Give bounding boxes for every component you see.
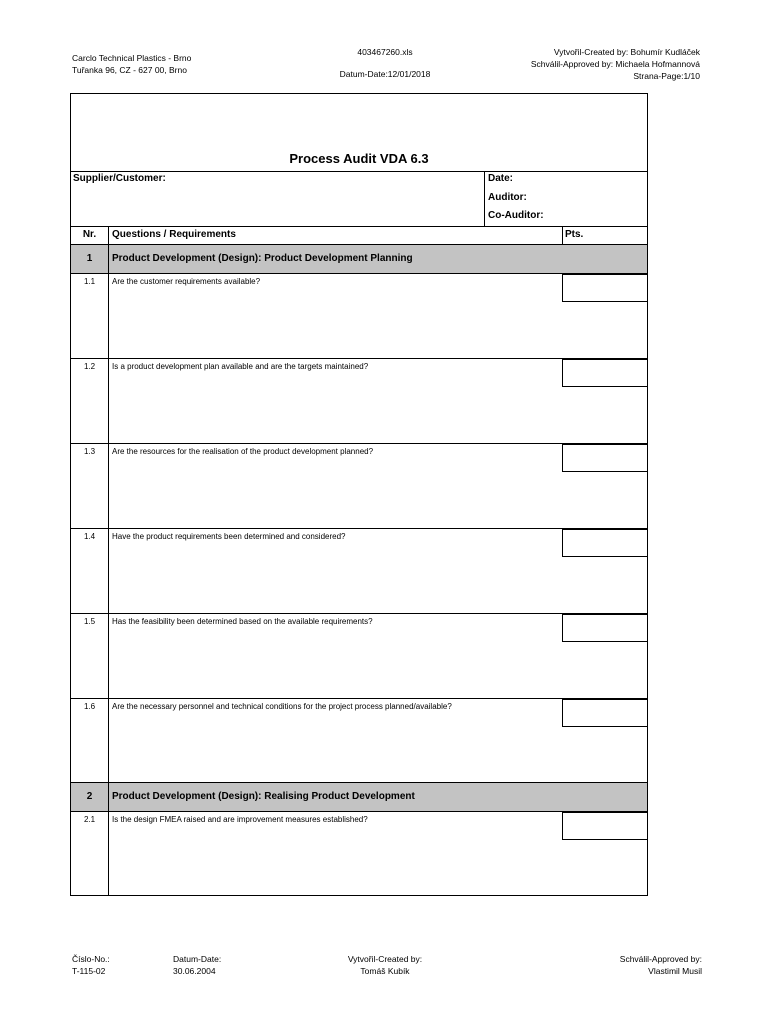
- coauditor-label: Co-Auditor:: [488, 210, 544, 221]
- column-header-nr: Nr.: [82, 229, 97, 240]
- question-number: 1.5: [83, 617, 96, 626]
- approval-info: [531, 46, 700, 82]
- section-header: [71, 245, 647, 273]
- question-text: Are the resources for the realisation of the product development planned?: [112, 447, 374, 456]
- question-text: Are the necessary personnel and technical conditions for the project process planned/available?: [112, 702, 452, 711]
- section-number: 1: [86, 253, 93, 264]
- footer-date-label: Datum-Date:: [173, 954, 222, 964]
- question-row: [71, 444, 647, 528]
- points-input[interactable]: [562, 812, 648, 840]
- points-input[interactable]: [562, 359, 648, 387]
- question-number: 1.4: [83, 532, 96, 541]
- company-address: Tuřanka 96, CZ - 627 00, Brno: [72, 65, 187, 75]
- footer-created-value: Tomáš Kubík: [360, 966, 410, 976]
- footer-created-label: Vytvořil-Created by:: [347, 954, 423, 964]
- company-name: Carclo Technical Plastics - Brno: [72, 53, 192, 63]
- divider: [484, 171, 485, 226]
- document-date: Datum-Date:12/01/2018: [339, 69, 431, 79]
- divider: [108, 783, 109, 811]
- question-number: 1.6: [83, 702, 96, 711]
- divider: [71, 171, 647, 172]
- question-text: Have the product requirements been determined and considered?: [112, 532, 346, 541]
- question-row: [71, 699, 647, 782]
- footer-approved-by: [620, 953, 702, 977]
- column-header-pts: Pts.: [565, 229, 584, 240]
- auditor-label: Auditor:: [488, 192, 527, 203]
- question-text: Is a product development plan available and are the targets maintained?: [112, 362, 369, 371]
- question-text: Is the design FMEA raised and are improvement measures established?: [112, 815, 368, 824]
- footer-document-number: [72, 953, 110, 977]
- file-name: 403467260.xls: [357, 47, 413, 57]
- question-row: [71, 812, 647, 896]
- supplier-customer-label: Supplier/Customer:: [73, 173, 166, 184]
- question-row: [71, 359, 647, 443]
- question-text: Are the customer requirements available?: [112, 277, 261, 286]
- points-input[interactable]: [562, 614, 648, 642]
- question-number: 1.2: [83, 362, 96, 371]
- footer-approved-label: Schválil-Approved by:: [619, 954, 702, 964]
- question-row: [71, 274, 647, 358]
- points-input[interactable]: [562, 274, 648, 302]
- footer-date: [173, 953, 221, 977]
- created-by: Vytvořil-Created by: Bohumír Kudláček: [553, 47, 700, 57]
- points-input[interactable]: [562, 529, 648, 557]
- section-number: 2: [86, 791, 93, 802]
- question-number: 1.3: [83, 447, 96, 456]
- section-title: Product Development (Design): Product Development Planning: [112, 253, 413, 264]
- column-header-questions: Questions / Requirements: [112, 229, 236, 240]
- footer-no-value: T-115-02: [72, 966, 106, 976]
- footer-approved-value: Vlastimil Musil: [648, 966, 702, 976]
- page-number: Strana-Page:1/10: [633, 71, 700, 81]
- points-input[interactable]: [562, 699, 648, 727]
- question-number: 2.1: [83, 815, 96, 824]
- audit-form: [70, 93, 648, 896]
- date-label: Date:: [488, 173, 514, 184]
- divider: [108, 245, 109, 273]
- document-info: [310, 46, 460, 80]
- footer-no-label: Číslo-No.:: [72, 954, 110, 964]
- question-number: 1.1: [83, 277, 96, 286]
- section-header: [71, 783, 647, 811]
- question-row: [71, 529, 647, 613]
- points-input[interactable]: [562, 444, 648, 472]
- question-row: [71, 614, 647, 698]
- question-text: Has the feasibility been determined based on the available requirements?: [112, 617, 373, 626]
- footer-created-by: [330, 953, 440, 977]
- approved-by: Schválil-Approved by: Michaela Hofmannová: [530, 59, 700, 69]
- company-info: [72, 52, 191, 76]
- divider: [71, 226, 647, 227]
- footer-date-value: 30.06.2004: [173, 966, 216, 976]
- divider: [562, 226, 563, 244]
- section-title: Product Development (Design): Realising Product Development: [112, 791, 415, 802]
- form-title: Process Audit VDA 6.3: [289, 151, 429, 166]
